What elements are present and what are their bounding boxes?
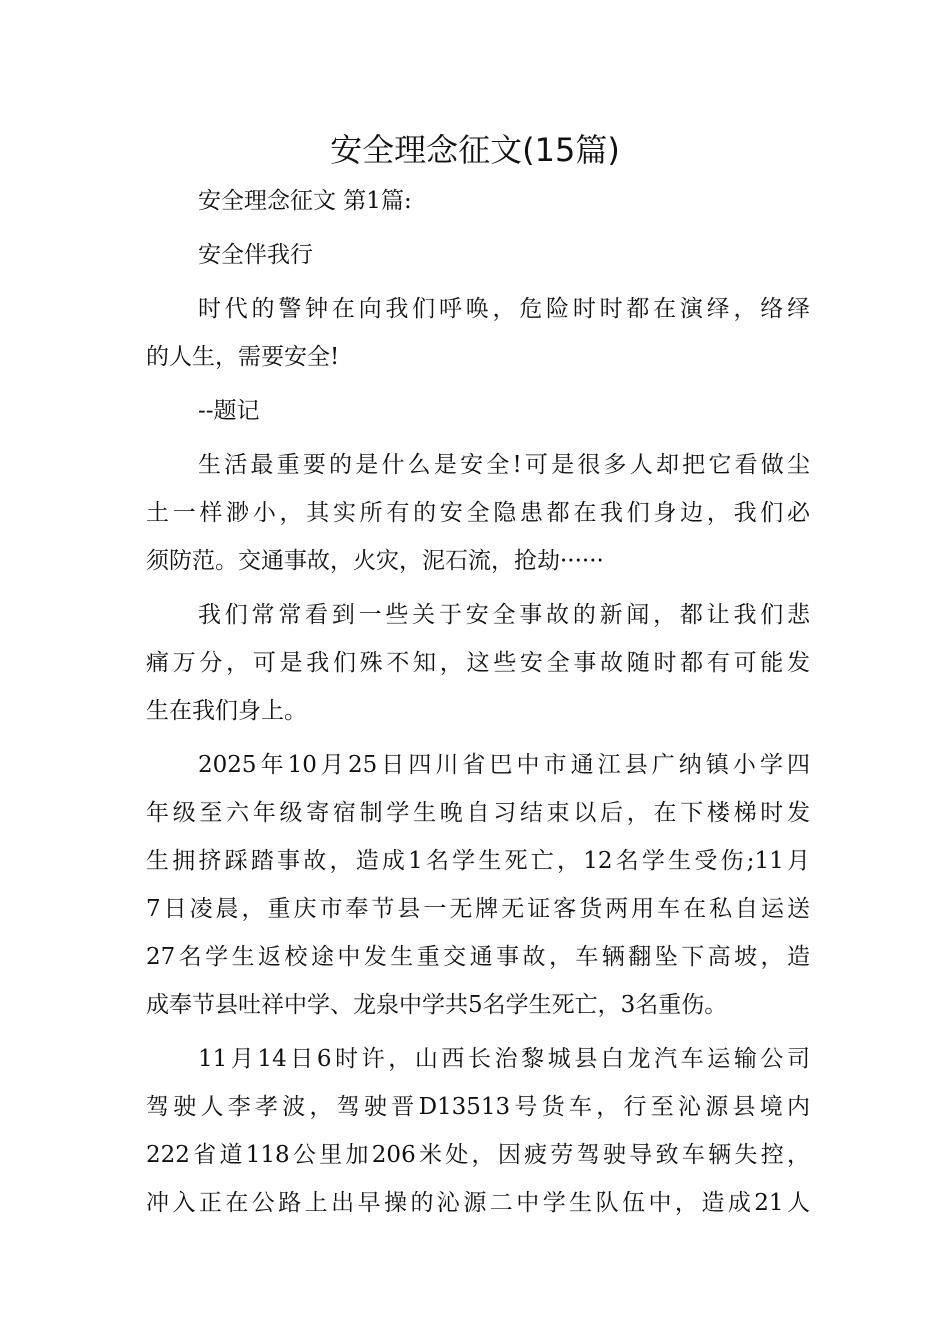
paragraph-5 — [146, 741, 810, 1029]
text-line: 11月14日6时许，山西长治黎城县白龙汽车运输公司 — [198, 1046, 810, 1072]
text-line: 222省道118公里加206米处，因疲劳驾驶导致车辆失控， — [146, 1142, 810, 1168]
text-line: 时代的警钟在向我们呼唤，危险时时都在演绎，络绎 — [198, 296, 810, 322]
section-heading: 安全理念征文 第1篇: — [198, 188, 412, 214]
text-line: 须防范。交通事故，火灾，泥石流，抢劫······ — [146, 548, 604, 574]
text-line: 的人生，需要安全! — [146, 344, 340, 370]
text-line: 成奉节县吐祥中学、龙泉中学共5名学生死亡，3名重伤。 — [146, 992, 728, 1018]
text-line: 年级至六年级寄宿制学生晚自习结束以后，在下楼梯时发 — [146, 800, 810, 826]
paragraph-3 — [146, 441, 810, 585]
paragraph-6 — [146, 1035, 810, 1227]
text-line: 27名学生返校途中发生重交通事故，车辆翻坠下高坡，造 — [146, 944, 810, 970]
text-line: 我们常常看到一些关于安全事故的新闻，都让我们悲 — [198, 602, 810, 628]
text-line: 驾驶人李孝波，驾驶晋D13513号货车，行至沁源县境内 — [146, 1094, 810, 1120]
paragraph-1 — [146, 285, 810, 381]
text-line: 生拥挤踩踏事故，造成1名学生死亡，12名学生受伤;11月 — [146, 848, 810, 874]
text-line: 生在我们身上。 — [146, 698, 307, 724]
text-line: 土一样渺小，其实所有的安全隐患都在我们身边，我们必 — [146, 500, 810, 526]
text-line: 痛万分，可是我们殊不知，这些安全事故随时都有可能发 — [146, 650, 810, 676]
epigraph-label: --题记 — [198, 398, 260, 424]
text-line: 冲入正在公路上出早操的沁源二中学生队伍中，造成21人 — [146, 1190, 810, 1216]
text-line: 2025年10月25日四川省巴中市通江县广纳镇小学四 — [198, 752, 810, 778]
text-line: 生活最重要的是什么是安全!可是很多人却把它看做尘 — [198, 452, 810, 478]
essay-title: 安全伴我行 — [198, 242, 313, 268]
paragraph-4 — [146, 591, 810, 735]
text-line: 7日凌晨，重庆市奉节县一无牌无证客货两用车在私自运送 — [146, 896, 810, 922]
document-body — [146, 177, 810, 1227]
document-title: 安全理念征文(15篇) — [330, 131, 620, 169]
paragraph-2 — [146, 387, 810, 435]
